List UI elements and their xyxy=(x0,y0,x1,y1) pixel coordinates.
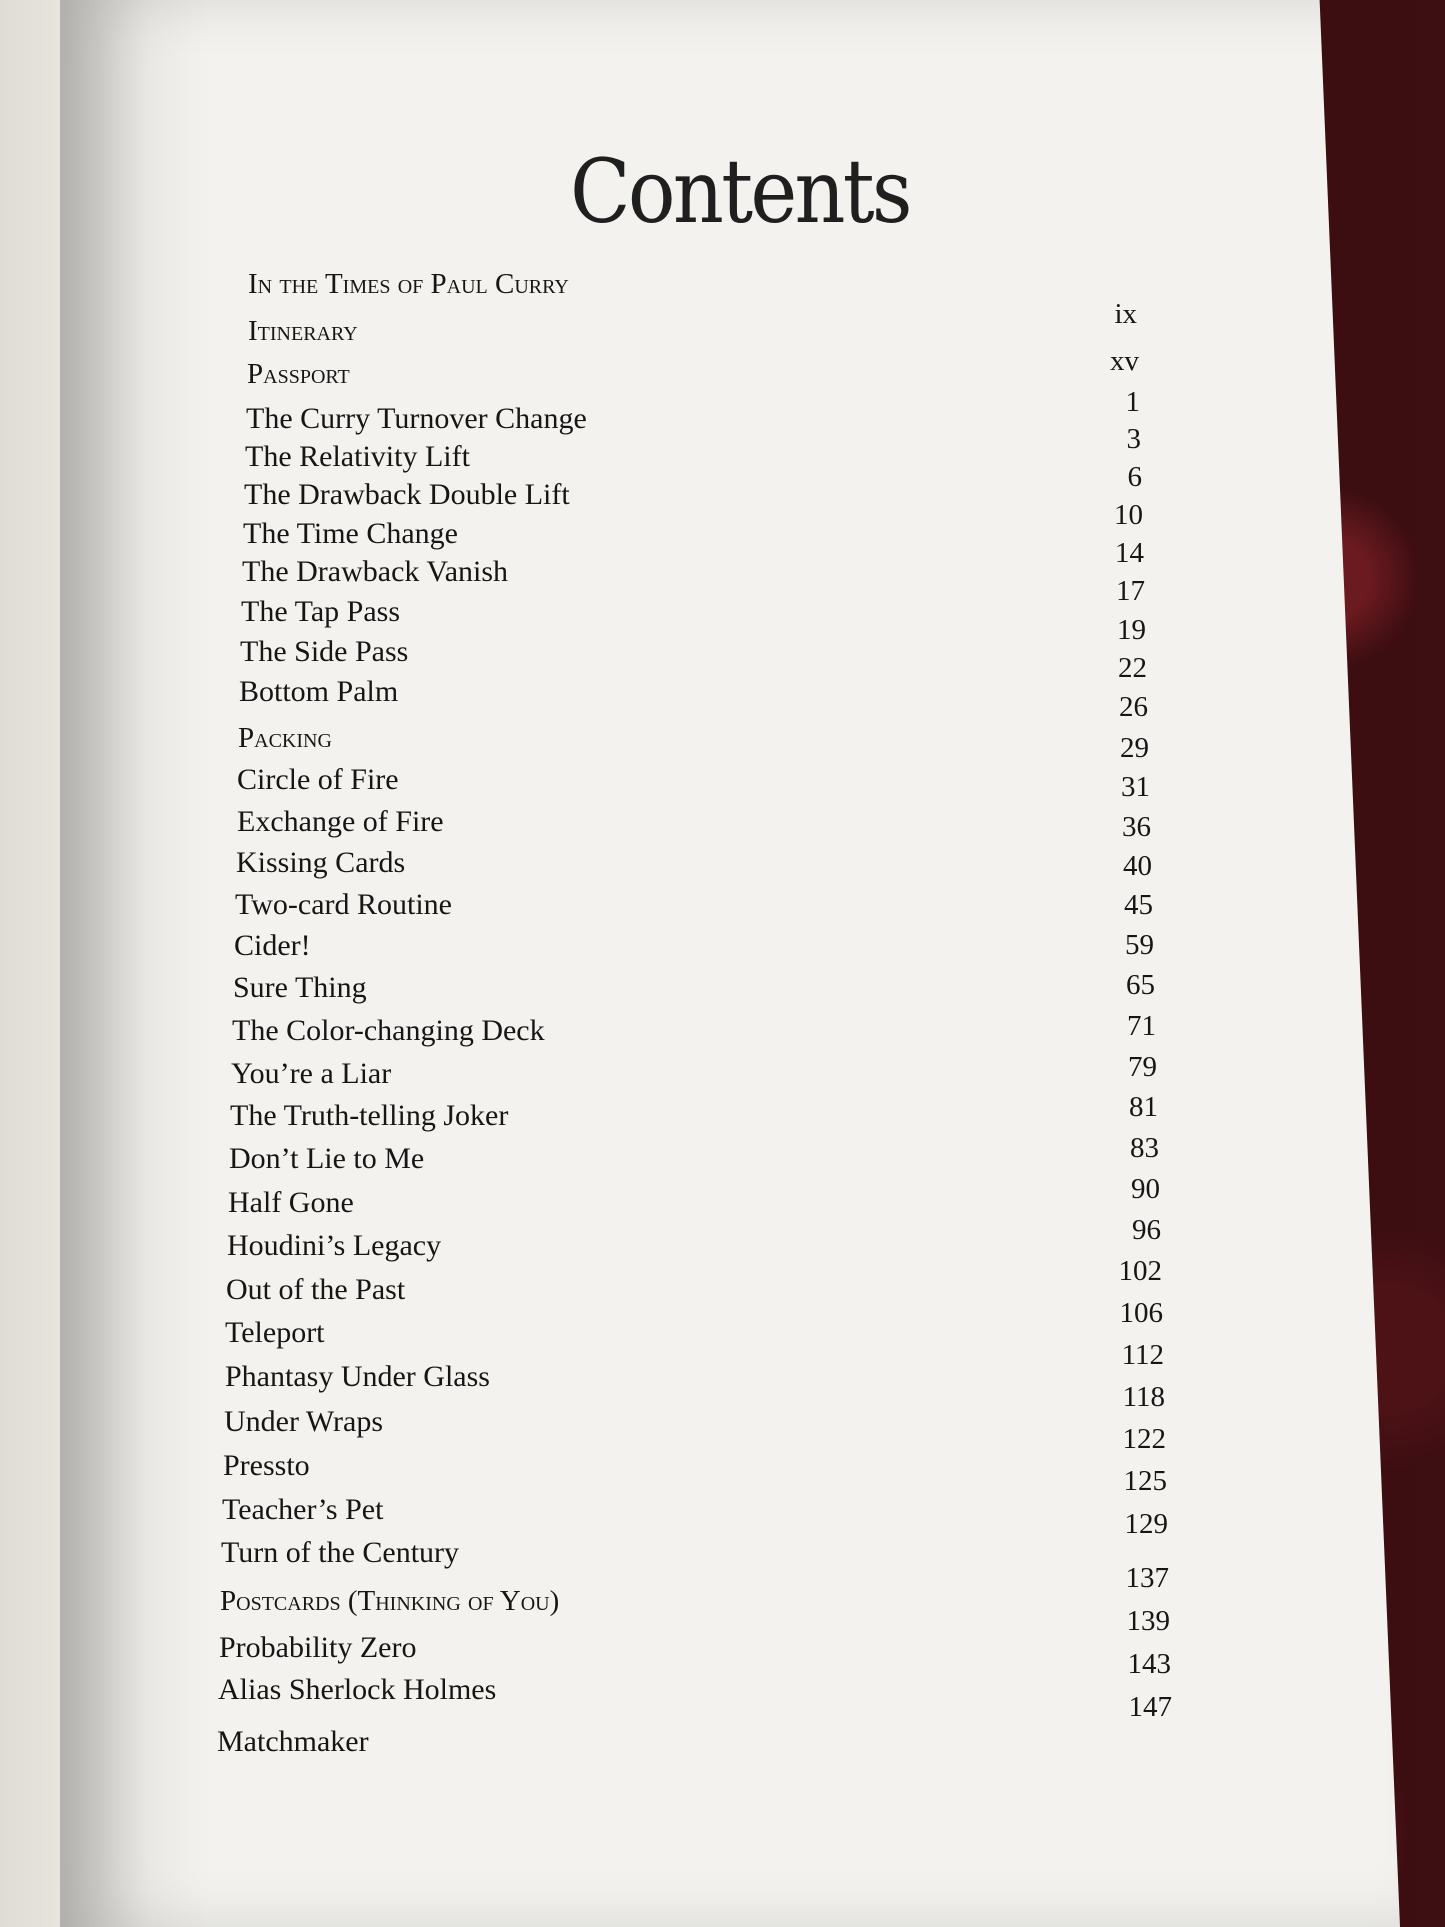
toc-page-number: 71 xyxy=(1127,1010,1156,1042)
toc-entry-title: Don’t Lie to Me xyxy=(229,1142,425,1175)
toc-section-heading: Postcards (Thinking of You) xyxy=(220,1585,560,1617)
toc-page-number: 29 xyxy=(1120,732,1149,764)
toc-entry-title: The Color-changing Deck xyxy=(232,1014,545,1047)
toc-page-number: 106 xyxy=(1119,1297,1163,1329)
toc-page-number: 112 xyxy=(1121,1339,1164,1371)
toc-entry-title: Phantasy Under Glass xyxy=(225,1360,490,1393)
toc-page-number: 17 xyxy=(1116,575,1145,607)
toc-entry-title: Two-card Routine xyxy=(235,888,453,921)
toc-page-number: 59 xyxy=(1125,929,1154,961)
toc-entry-title: The Side Pass xyxy=(240,635,409,668)
toc-page-number: 26 xyxy=(1119,691,1148,723)
toc-entry-title: Cider! xyxy=(234,929,311,962)
toc-entry-title: Circle of Fire xyxy=(237,763,399,796)
toc-entry-title: Teleport xyxy=(225,1316,325,1349)
toc-entry-title: The Curry Turnover Change xyxy=(246,402,587,435)
toc-page-number: 19 xyxy=(1117,614,1146,646)
toc-page-number: 45 xyxy=(1124,889,1153,921)
toc-page-number: 137 xyxy=(1125,1562,1169,1594)
toc-page-number: 81 xyxy=(1129,1091,1158,1123)
toc-page-number: 31 xyxy=(1121,771,1150,803)
toc-entry-title: The Tap Pass xyxy=(241,595,400,628)
toc-entry-title: Matchmaker xyxy=(217,1725,369,1758)
toc-entry-title: The Drawback Vanish xyxy=(242,555,509,588)
toc-page-number: xv xyxy=(1110,345,1139,377)
toc-entry-title: The Relativity Lift xyxy=(245,440,470,473)
toc-page-number: 83 xyxy=(1130,1132,1159,1164)
toc-page-number: 122 xyxy=(1122,1423,1166,1455)
toc-entry-title: Exchange of Fire xyxy=(237,805,444,838)
toc-page-number: 22 xyxy=(1118,652,1147,684)
toc-page-number: 129 xyxy=(1124,1508,1168,1540)
toc-entry-title: Half Gone xyxy=(228,1186,354,1219)
toc-page-number: 79 xyxy=(1128,1051,1157,1083)
toc-page-number: 1 xyxy=(1125,386,1140,418)
toc-page-number: 40 xyxy=(1123,850,1152,882)
toc-page-number: 90 xyxy=(1131,1173,1160,1205)
toc-entry-title: Turn of the Century xyxy=(221,1536,460,1569)
toc-page-number: 3 xyxy=(1126,423,1141,455)
toc-page-number: 125 xyxy=(1123,1465,1167,1497)
toc-page-number: 36 xyxy=(1122,811,1151,843)
toc-page-number: 65 xyxy=(1126,969,1155,1001)
page-title: Contents xyxy=(570,140,910,243)
toc-page-number: 139 xyxy=(1126,1605,1170,1637)
toc-section-heading: In the Times of Paul Curry xyxy=(248,268,569,300)
toc-entry-title: The Truth-telling Joker xyxy=(230,1099,509,1132)
toc-page-number: 96 xyxy=(1132,1214,1161,1246)
toc-entry-title: Probability Zero xyxy=(219,1631,417,1664)
toc-section-heading: Passport xyxy=(247,358,350,390)
toc-entry-title: Out of the Past xyxy=(226,1273,406,1306)
toc-entry-title: Pressto xyxy=(223,1449,310,1482)
toc-section-heading: Itinerary xyxy=(248,315,358,347)
toc-page-number: 147 xyxy=(1128,1691,1172,1723)
toc-page-number: 102 xyxy=(1118,1255,1162,1287)
toc-entry-title: Bottom Palm xyxy=(239,675,399,708)
toc-entry-title: The Time Change xyxy=(243,517,458,550)
toc-page-number: 14 xyxy=(1115,537,1144,569)
toc-entry-title: Sure Thing xyxy=(233,971,367,1004)
toc-entry-title: The Drawback Double Lift xyxy=(244,478,570,511)
toc-entry-title: Under Wraps xyxy=(224,1405,384,1438)
toc-entry-title: Alias Sherlock Holmes xyxy=(218,1673,497,1706)
toc-page-number: 10 xyxy=(1114,499,1143,531)
toc-page-number: 143 xyxy=(1127,1648,1171,1680)
toc-page-number: 6 xyxy=(1127,461,1142,493)
toc-section-heading: Packing xyxy=(238,722,332,754)
toc-page-number: ix xyxy=(1114,298,1137,330)
toc-entry-title: You’re a Liar xyxy=(231,1057,392,1090)
toc-entry-title: Houdini’s Legacy xyxy=(227,1229,442,1262)
toc-entry-title: Kissing Cards xyxy=(236,846,406,879)
toc-page-number: 118 xyxy=(1122,1381,1165,1413)
toc-entry-title: Teacher’s Pet xyxy=(222,1493,384,1526)
